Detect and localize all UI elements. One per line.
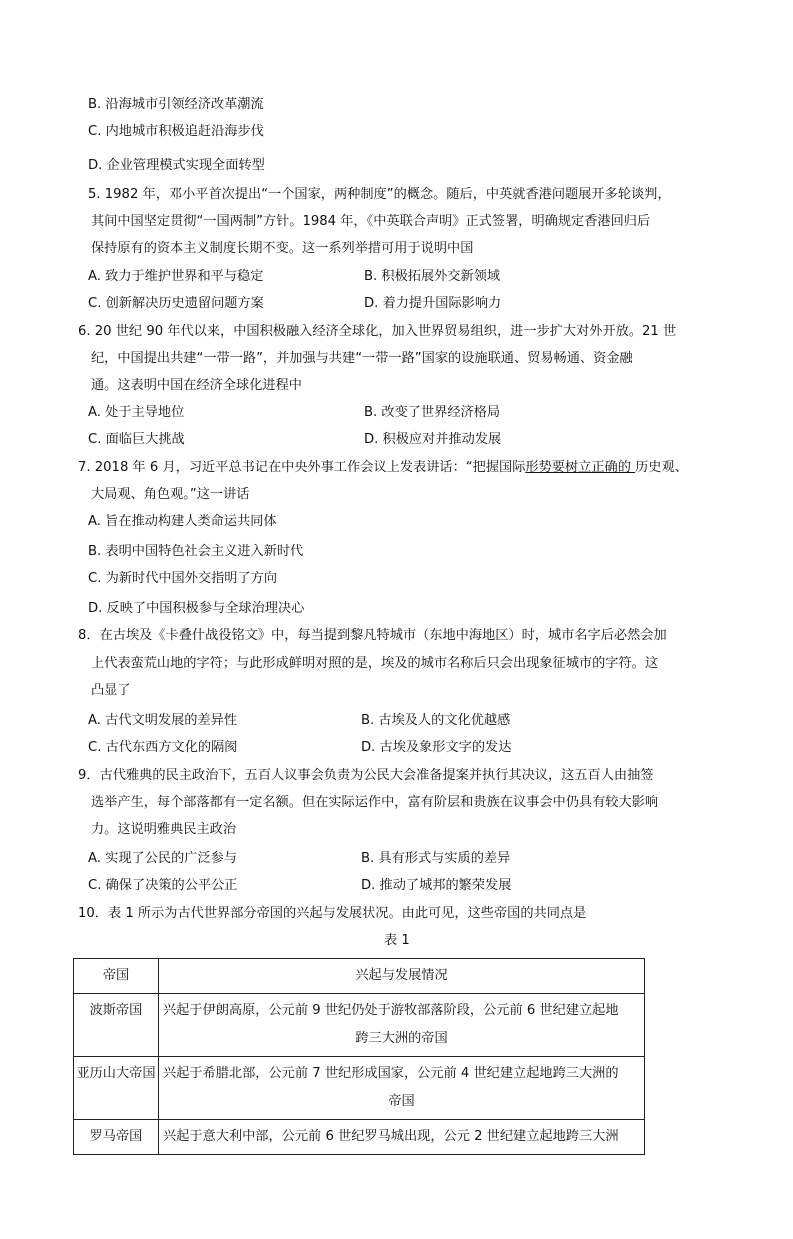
q9-stem-line: 选举产生，每个部落都有一定名额。但在实际运作中，富有阶层和贵族在议事会中仍具有较大影响 xyxy=(91,795,659,810)
table-cell-line: 兴起于伊朗高原，公元前 9 世纪仍处于游牧部落阶段，公元前 6 世纪建立起地 xyxy=(163,1003,619,1018)
q5-stem-line: 5. 1982 年，邓小平首次提出“一个国家，两种制度”的概念。随后，中英就香港问题展开多轮谈判， xyxy=(88,187,671,202)
q8-stem-line: 上代表蛮荒山地的字符；与此形成鲜明对照的是，埃及的城市名称后只会出现象征城市的字符。这 xyxy=(91,656,659,671)
q7-underlined-text: 形势要树立正确的 xyxy=(525,460,636,475)
empire-table xyxy=(73,958,645,1155)
q5-stem-line: 其间中国坚定贯彻“一国两制”方针。1984 年，《中英联合声明》正式签署，明确规定香港回归后 xyxy=(91,214,651,229)
q7-stem-line xyxy=(78,459,688,477)
q8-option-c: C. 古代东西方文化的隔阂 xyxy=(88,740,238,755)
q9-option-d: D. 推动了城邦的繁荣发展 xyxy=(361,878,512,893)
table-header-development-text: 兴起与发展情况 xyxy=(355,968,448,983)
q6-stem-line: 通。这表明中国在经济全球化进程中 xyxy=(91,378,302,393)
q6-option-a: A. 处于主导地位 xyxy=(88,405,185,420)
q5-option-d: D. 着力提升国际影响力 xyxy=(364,296,502,311)
q9-stem-line: 9．古代雅典的民主政治下，五百人议事会负责为公民大会准备提案并执行其决议，这五百人由抽签 xyxy=(78,768,654,783)
q8-stem-line: 8．在古埃及《卡叠什战役铭文》中，每当提到黎凡特城市（东地中海地区）时，城市名字后必然会加 xyxy=(78,628,667,643)
q7-option-b: B. 表明中国特色社会主义进入新时代 xyxy=(88,544,304,559)
table-cell-development xyxy=(159,1057,645,1120)
q7-stem-text: 7. 2018 年 6 月，习近平总书记在中央外事工作会议上发表讲话：“把握国际 xyxy=(78,460,526,475)
q8-option-b: B. 古埃及人的文化优越感 xyxy=(361,713,511,728)
q9-option-b: B. 具有形式与实质的差异 xyxy=(361,851,511,866)
q7-option-d: D. 反映了中国积极参与全球治理决心 xyxy=(88,601,305,616)
q9-option-c: C. 确保了决策的公平公正 xyxy=(88,878,238,893)
table-header-row xyxy=(74,959,645,994)
option-c: C. 内地城市积极追赶沿海步伐 xyxy=(88,124,264,139)
table-row xyxy=(74,1057,645,1120)
table-cell-empire: 亚历山大帝国 xyxy=(74,1057,159,1120)
q8-stem-line: 凸显了 xyxy=(91,683,131,698)
table-cell-line: 跨三大洲的帝国 xyxy=(355,1031,448,1046)
option-d: D. 企业管理模式实现全面转型 xyxy=(88,158,265,173)
table-header-empire: 帝国 xyxy=(74,959,159,994)
table-row xyxy=(74,1120,645,1155)
q7-option-c: C. 为新时代中国外交指明了方向 xyxy=(88,571,278,586)
q9-stem-line: 力。这说明雅典民主政治 xyxy=(91,822,237,837)
table-cell-line: 兴起于希腊北部，公元前 7 世纪形成国家，公元前 4 世纪建立起地跨三大洲的 xyxy=(163,1066,619,1081)
q6-option-b: B. 改变了世界经济格局 xyxy=(364,405,501,420)
q5-option-c: C. 创新解决历史遗留问题方案 xyxy=(88,296,264,311)
q6-option-c: C. 面临巨大挑战 xyxy=(88,432,185,447)
table-row xyxy=(74,994,645,1057)
q7-option-a: A. 旨在推动构建人类命运共同体 xyxy=(88,514,277,529)
table-header-development xyxy=(159,959,645,994)
q6-stem-line: 6. 20 世纪 90 年代以来，中国积极融入经济全球化，加入世界贸易组织，进一步扩大对外开放。21 世 xyxy=(78,324,677,339)
table-cell-development xyxy=(159,1120,645,1155)
table-cell-empire: 波斯帝国 xyxy=(74,994,159,1057)
q5-option-b: B. 积极拓展外交新领域 xyxy=(364,269,501,284)
q9-option-a: A. 实现了公民的广泛参与 xyxy=(88,851,238,866)
q6-option-d: D. 积极应对并推动发展 xyxy=(364,432,502,447)
q7-stem-line: 大局观、角色观。”这一讲话 xyxy=(91,487,250,502)
table-caption: 表 1 xyxy=(384,933,410,948)
q10-stem-line: 10．表 1 所示为古代世界部分帝国的兴起与发展状况。由此可见，这些帝国的共同点是 xyxy=(78,906,587,921)
q6-stem-line: 纪，中国提出共建“一带一路”，并加强与共建“一带一路”国家的设施联通、贸易畅通、资金融 xyxy=(91,351,633,366)
q5-stem-line: 保持原有的资本主义制度长期不变。这一系列举措可用于说明中国 xyxy=(91,241,474,256)
table-cell-line: 兴起于意大利中部，公元前 6 世纪罗马城出现，公元 2 世纪建立起地跨三大洲 xyxy=(163,1129,619,1144)
q8-option-d: D. 古埃及象形文字的发达 xyxy=(361,740,512,755)
option-b: B. 沿海城市引领经济改革潮流 xyxy=(88,97,264,112)
q8-option-a: A. 古代文明发展的差异性 xyxy=(88,713,238,728)
q5-option-a: A. 致力于维护世界和平与稳定 xyxy=(88,269,264,284)
q7-stem-text-end: 历史观、 xyxy=(635,460,688,475)
table-cell-development xyxy=(159,994,645,1057)
table-cell-empire: 罗马帝国 xyxy=(74,1120,159,1155)
table-cell-line: 帝国 xyxy=(388,1094,415,1109)
